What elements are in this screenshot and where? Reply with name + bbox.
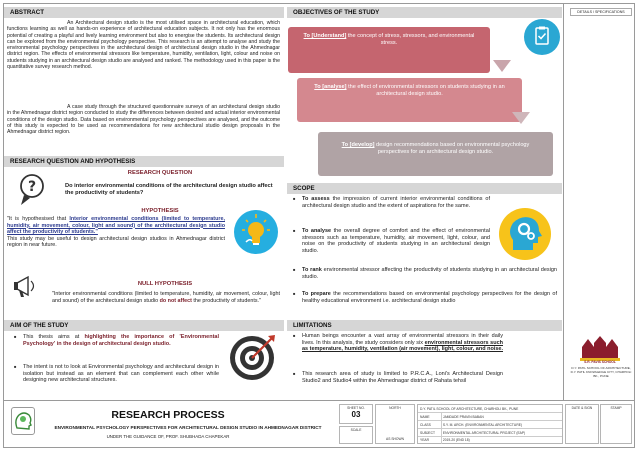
limitations-heading: LIMITATIONS xyxy=(287,320,562,331)
stamp-cell xyxy=(600,404,632,444)
limitation-1-underline: environmental stressors such as temperature, humidity, ventilation (air movement), light, colour, and noise. xyxy=(302,339,503,353)
megaphone-icon xyxy=(12,272,42,300)
north-label: NORTH xyxy=(389,406,401,410)
abstract-p1-text: An Architectural design studio is the most utilised space in architectural education, which functions learning as well as hands-on experience of architectural education subjects. It not only has the enormous potential of creating a playful and lively learning environment but also to energise the students. Its architectural design can be explored from the environmental psychology perspective. This research is an attempt to analyse and study the environmental psychology perspectives in the architectural design of architectural design studio in the Ahmednagar district region. The effects of environmental stressors like temperature, humidity, ventilation, light, colour and noise on students studying in an architectural design studio are analysed and ranked. The methodology used in this paper is the quantitative survey research method. xyxy=(7,20,280,71)
side-column xyxy=(563,3,635,400)
details-label: DETAILS / SPECIFICATIONS xyxy=(570,8,632,16)
objective-3-text: design recommendations based on environmental psychology perspectives for an architectural design studio. xyxy=(374,142,530,155)
sheet-guide: UNDER THE GUIDANCE OF, PROF. SHUBHADA CHAPEKAR xyxy=(106,434,230,439)
logo-text: S.R. PAVIS SCHOOL xyxy=(584,360,616,364)
info-school: D.Y. PATIL SCHOOL OF ARCHITECTURE, CHARHOLI BK., PUNE xyxy=(418,405,562,413)
limitation-2-text: This research area of study is limited to P.R.C.A., Loni's Architectural Design Studio2 and Studio4 within the Ahmednagar district of Rahata tehsil xyxy=(302,371,503,384)
scale-cell xyxy=(339,426,373,444)
abstract-paragraph-2 xyxy=(7,104,280,135)
aim-1-highlight: highlighting the importance of 'Environmental Psychology' in the design of architectural design studio. xyxy=(23,334,219,347)
aim-heading: AIM OF THE STUDY xyxy=(4,320,284,331)
info-row-name xyxy=(418,413,562,421)
scope-item-2 xyxy=(293,228,490,254)
class-label: CLASS xyxy=(418,421,442,429)
objective-2-verb: To [analyse] xyxy=(314,84,347,90)
scope-item-1 xyxy=(293,196,490,209)
hypothesis-text xyxy=(7,216,225,249)
info-row-class xyxy=(418,421,562,429)
scope-1-bold: To assess xyxy=(302,196,330,202)
objective-2-text: the effect of environmental stressors on students studying in an architectural design studio. xyxy=(346,84,505,97)
abstract-paragraph-1 xyxy=(7,20,280,70)
class-value: S.Y. M. ARCH. (ENVIRONMENTAL ARCHITECTURE) xyxy=(442,423,522,427)
aim-item-2 xyxy=(14,364,219,384)
sheet-title: RESEARCH PROCESS xyxy=(111,409,225,421)
scope-1-text: the impression of current interior environmental conditions of architectural design studio and the extent of aspirations for the same. xyxy=(302,196,490,209)
name-value: JAMDADE PRAVIN BABAN xyxy=(442,415,484,419)
null-hypothesis-text xyxy=(52,291,280,304)
scope-heading: SCOPE xyxy=(287,183,562,194)
subject-value: ENVIRONMENTAL ARCHITECTURAL PROJECT (EAP) xyxy=(442,431,526,435)
rq-heading: RESEARCH QUESTION AND HYPOTHESIS xyxy=(4,156,284,167)
objective-3 xyxy=(318,132,553,176)
sheet-subtitle: ENVIRONMENTAL PSYCHOLOGY PERSPECTIVES FOR ARCHITECTURAL DESIGN STUDIO IN AHMEDNAGAR DISTRICT xyxy=(54,425,322,430)
null-bold: do not affect xyxy=(159,297,192,304)
aim-1-pre: This thesis aims at xyxy=(23,334,85,340)
scope-2-bold: To analyse xyxy=(302,228,332,234)
objective-1-text: the concept of stress, stressors, and environmental stress. xyxy=(346,33,475,46)
info-row-subject xyxy=(418,429,562,437)
objectives-heading: OBJECTIVES OF THE STUDY xyxy=(287,7,562,18)
question-icon xyxy=(18,173,48,207)
date-sign-label: DATE & SIGN xyxy=(571,406,593,410)
scope-item-3 xyxy=(293,267,557,280)
research-question: Do interior environmental conditions of the architectural design studio affect the productivity of students? xyxy=(65,183,273,196)
lightbulb-icon xyxy=(232,208,280,256)
arrow-down-1-icon xyxy=(493,60,511,72)
aim-item-1 xyxy=(14,334,219,347)
hyp-pre: "It is hypothesised that xyxy=(7,216,70,222)
scope-3-text: environmental stressor affecting the productivity of students studying in an architectural design studio. xyxy=(302,267,557,280)
as-shown-label: AS SHOWN xyxy=(386,437,404,441)
clipboard-icon xyxy=(524,19,560,55)
sheet-label: SHEET NO. xyxy=(347,406,365,410)
limitation-1-pre: Human beings encounter a vast array of environmental stressors in their daily lives. In this analysis, the study considers only six xyxy=(302,333,503,346)
north-cell xyxy=(375,404,415,444)
scope-item-4 xyxy=(293,291,557,304)
aim-2-text: The intent is not to look at Environmental psychology and architectural design in isolation but instead as an element that can complement each other while designing new architectural structures. xyxy=(23,364,219,384)
objective-1 xyxy=(288,27,490,73)
abstract-heading: ABSTRACT xyxy=(4,7,284,18)
school-logo-icon xyxy=(578,333,622,363)
sheet-number: 03 xyxy=(351,410,361,419)
limitation-item-2 xyxy=(293,371,503,384)
gears-head-icon xyxy=(497,206,553,262)
name-label: NAME xyxy=(418,413,442,421)
arrow-down-2-icon xyxy=(512,112,530,124)
limitation-item-1 xyxy=(293,333,503,353)
abstract-p2-text: A case study through the structured questionnaire surveys of an architectural design studio in the Ahmednagar district region conducted to study the differences between desired and actual interior environmental conditions of the design studio. Data based on environmental psychology perspectives are analysed, and the outcome of this study is expected to be used as recommendations for new architectural studio design proposals in the Ahmednagar district region. xyxy=(7,104,280,136)
null-pre: "Interior environmental conditions (limited to temperature, humidity, air movement, colour, light and sound) of the architectural design studio xyxy=(52,291,280,304)
objective-1-verb: To [Understand] xyxy=(303,33,347,39)
year-label: YEAR xyxy=(418,437,442,444)
scale-label: SCALE xyxy=(350,428,362,432)
year-value: 2019-20 (END 18) xyxy=(442,438,470,442)
scope-4-text: the recommendations based on environmental psychology perspectives for the design of healthy educational environment i.e. architectural design studio xyxy=(302,291,557,304)
info-row-year xyxy=(418,437,562,444)
objective-2 xyxy=(297,78,522,122)
hyp-title: HYPOTHESIS xyxy=(141,208,179,214)
hyp-link: Interior environmental conditions (limited to temperature, humidity, air movement, colour, light and sound) of the architectural design studio affect the productivity of students." xyxy=(7,216,225,236)
null-title: NULL HYPOTHESIS xyxy=(137,281,193,287)
college-name: D.Y. PATIL SCHOOL OF ARCHITECTURE, D.Y. PATIL KNOWLEDGE CITY, CHARHOLI BK., PUNE xyxy=(570,366,632,378)
date-sign-cell xyxy=(565,404,599,444)
title-block xyxy=(3,400,635,448)
rq-title: RESEARCH QUESTION xyxy=(127,170,193,176)
null-post: the productivity of students." xyxy=(191,297,261,304)
scope-4-bold: To prepare xyxy=(302,291,331,297)
stamp-label: STAMP xyxy=(610,406,622,410)
scope-2-text: the overall degree of comfort and the effect of environmental stressors such as temperature, humidity, air movement, light, colour, and noise on the productivity of students studying in an architectural design studio. xyxy=(302,228,490,254)
info-table xyxy=(417,404,563,444)
scope-3-bold: To rank xyxy=(302,267,322,273)
sheet-no-cell xyxy=(339,404,373,424)
subject-label: SUBJECT xyxy=(418,429,442,437)
objective-3-verb: To [develop] xyxy=(341,142,375,148)
svg-text:?: ? xyxy=(27,179,37,195)
hyp-post: This study may be useful to design architectural design studios in Ahmednagar district region in near future. xyxy=(7,235,225,249)
target-icon xyxy=(228,332,278,382)
brain-logo-icon xyxy=(11,407,35,435)
